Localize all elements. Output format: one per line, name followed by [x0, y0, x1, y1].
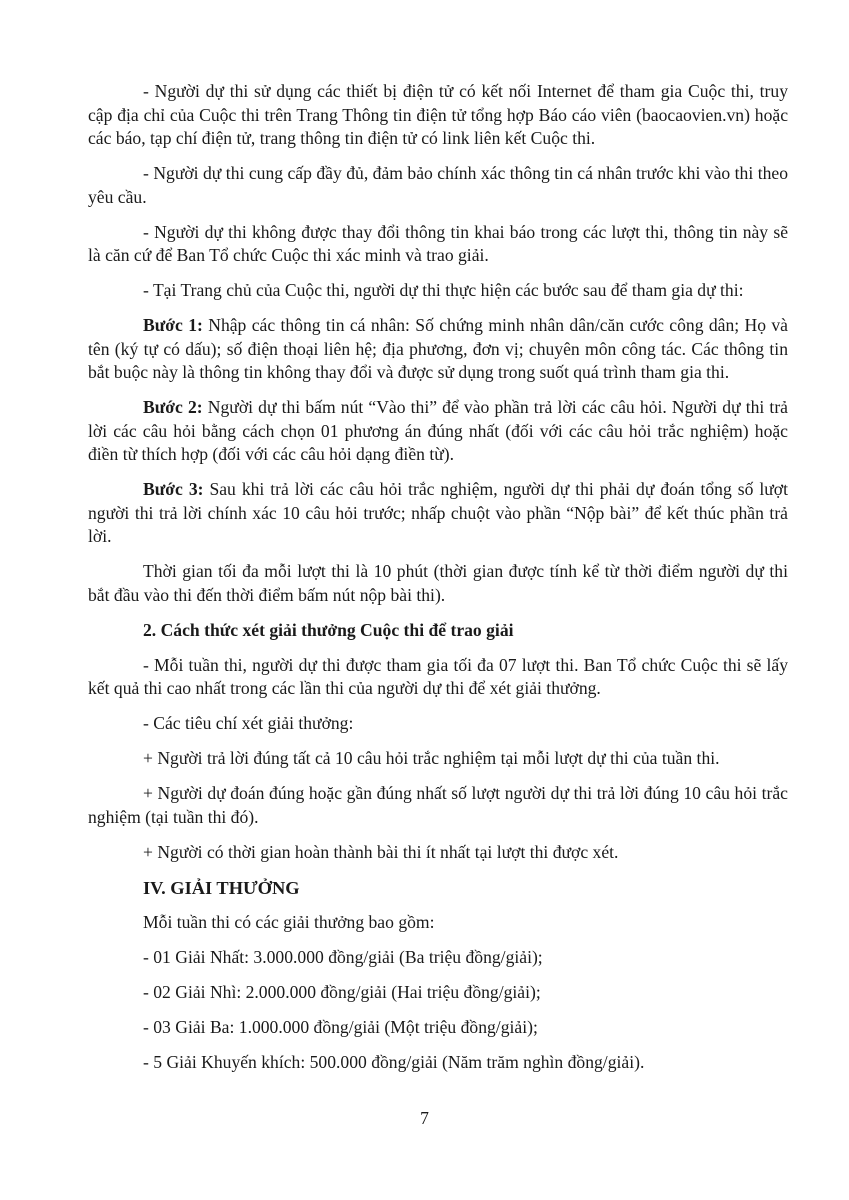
step-2-label: Bước 2:: [143, 397, 203, 417]
criterion-prediction: + Người dự đoán đúng hoặc gần đúng nhất số lượt người dự thi trả lời đúng 10 câu hỏi trắc nghiệm (tại tuần thi đó).: [88, 783, 788, 827]
paragraph-internet-access: - Người dự thi sử dụng các thiết bị điện tử có kết nối Internet để tham gia Cuộc thi, truy cập địa chỉ của Cuộc thi trên Trang Thông tin điện tử tổng hợp Báo cáo viên (baocaovien.vn) hoặc các báo, tạp chí điện tử, trang thông tin điện tử có link liên kết Cuộc thi.: [88, 81, 788, 148]
criterion-all-correct: + Người trả lời đúng tất cả 10 câu hỏi trắc nghiệm tại mỗi lượt dự thi của tuần thi.: [143, 748, 720, 768]
prize-second: - 02 Giải Nhì: 2.000.000 đồng/giải (Hai triệu đồng/giải);: [143, 982, 541, 1002]
paragraph-max-attempts: - Mỗi tuần thi, người dự thi được tham gia tối đa 07 lượt thi. Ban Tổ chức Cuộc thi sẽ lấy kết quả thi cao nhất trong các lần thi của người dự thi để xét giải thưởng.: [88, 654, 788, 698]
paragraph-criteria-intro: - Các tiêu chí xét giải thưởng:: [143, 713, 354, 733]
step-2: [88, 396, 788, 467]
prize-consolation: - 5 Giải Khuyến khích: 500.000 đồng/giải (Năm trăm nghìn đồng/giải).: [143, 1052, 645, 1072]
prize-first: - 01 Giải Nhất: 3.000.000 đồng/giải (Ba triệu đồng/giải);: [143, 947, 543, 967]
prize-third: - 03 Giải Ba: 1.000.000 đồng/giải (Một triệu đồng/giải);: [143, 1017, 538, 1037]
step-1-text: Nhập các thông tin cá nhân: Số chứng minh nhân dân/căn cước công dân; Họ và tên (ký tự có dấu); số điện thoại liên hệ; địa phương, đơn vị; chuyên môn công tác. Các thông tin bắt buộc này là thông tin không thay đổi và được sử dụng trong suốt quá trình tham gia thi.: [88, 315, 788, 382]
step-2-text: Người dự thi bấm nút “Vào thi” để vào phần trả lời các câu hỏi. Người dự thi trả lời các câu hỏi bằng cách chọn 01 phương án đúng nhất (đối với các câu hỏi trắc nghiệm) hoặc điền từ thích hợp (đối với các câu hỏi dạng điền từ).: [88, 397, 788, 464]
step-1-label: Bước 1:: [143, 315, 203, 335]
page-number: 7: [420, 1108, 429, 1128]
section-2-heading: 2. Cách thức xét giải thưởng Cuộc thi để trao giải: [143, 619, 514, 640]
paragraph-personal-info: - Người dự thi cung cấp đầy đủ, đảm bảo chính xác thông tin cá nhân trước khi vào thi theo yêu cầu.: [88, 163, 788, 207]
paragraph-steps-intro: - Tại Trang chủ của Cuộc thi, người dự thi thực hiện các bước sau để tham gia dự thi:: [143, 280, 744, 300]
prizes-intro: Mỗi tuần thi có các giải thưởng bao gồm:: [143, 912, 435, 932]
section-4-heading: IV. GIẢI THƯỞNG: [143, 877, 300, 898]
paragraph-no-change: - Người dự thi không được thay đổi thông tin khai báo trong các lượt thi, thông tin này sẽ là căn cứ để Ban Tổ chức Cuộc thi xác minh và trao giải.: [88, 221, 788, 265]
step-1: [88, 314, 788, 385]
step-3-label: Bước 3:: [143, 479, 204, 499]
page-content: [88, 80, 788, 1086]
step-3-text: Sau khi trả lời các câu hỏi trắc nghiệm, người dự thi phải dự đoán tổng số lượt người thi trả lời chính xác 10 câu hỏi trước; nhấp chuột vào phần “Nộp bài” để kết thúc phần trả lời.: [88, 479, 788, 546]
step-3: [88, 478, 788, 549]
paragraph-time-limit: Thời gian tối đa mỗi lượt thi là 10 phút (thời gian được tính kể từ thời điểm người dự thi bắt đầu vào thi đến thời điểm bấm nút nộp bài thi).: [88, 561, 788, 605]
criterion-time: + Người có thời gian hoàn thành bài thi ít nhất tại lượt thi được xét.: [143, 841, 619, 862]
